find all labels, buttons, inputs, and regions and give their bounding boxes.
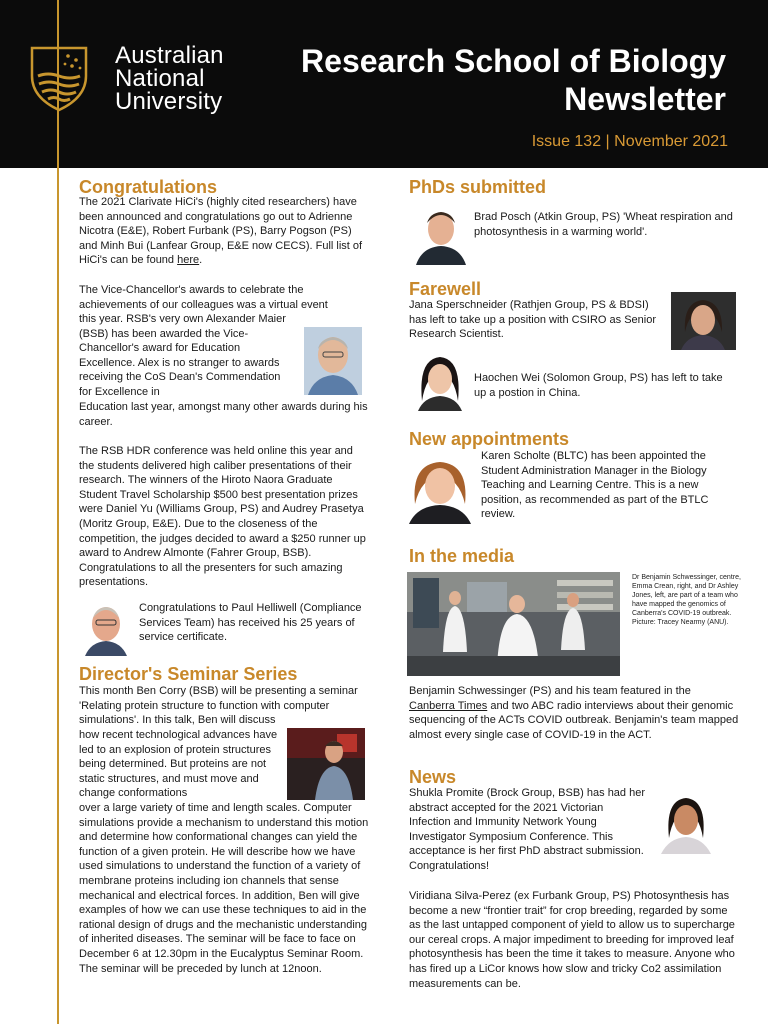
media-text — [409, 684, 739, 742]
university-name-line: National — [115, 65, 205, 92]
university-name-line: Australian — [115, 42, 224, 69]
paul-helliwell-photo — [83, 598, 129, 656]
issue-number: Issue 132 | November 2021 — [531, 133, 728, 150]
newsletter-title-line2: Newsletter — [564, 81, 726, 117]
period: . — [199, 254, 203, 267]
farewell-heading: Farewell — [409, 279, 482, 299]
seminar-top: This month Ben Corry (BSB) will be presenting a seminar 'Relating protein structure to function with computer simulations'. In this talk, Ben will discuss — [79, 685, 358, 727]
seminar-heading: Director's Seminar Series — [79, 664, 298, 684]
lab-team-photo — [407, 572, 620, 676]
appointments-heading: New appointments — [409, 429, 570, 449]
ben-corry-photo — [287, 728, 365, 800]
media-text-start: Benjamin Schwessinger (PS) and his team featured in the — [409, 685, 691, 697]
hdr-conference-paragraph: The RSB HDR conference was held online this year and the students delivered high caliber presentations of their research. The winners of the Hiroto Naora Graduate Student Travel Scholarship $500 best presentation prizes were Daniel Yu (Williams Group, PS) and Audrey Prasetya (Moritz Group, E&E). Due to the closeness of the competition, the judges decided to award a $250 runner up award to Andrew Almonte (Fahrer Group, BSB). Congratulations to all the presenters for such amazing presentations. — [79, 445, 366, 589]
vc-awards-top: The Vice-Chancellor's awards to celebrate the achievements of our colleagues was a virtual event — [79, 284, 328, 311]
news-heading: News — [409, 767, 457, 787]
media-heading: In the media — [409, 546, 515, 566]
congratulations-heading: Congratulations — [79, 177, 217, 197]
hici-list-link[interactable]: here — [177, 254, 200, 267]
newsletter-title — [226, 42, 726, 118]
gold-divider-line — [57, 0, 59, 1024]
seminar-bottom: over a large variety of time and length scales. Computer simulations provide a mechanism to understand this motion and determine how conformational changes can yield the function of a given protein. He will describe how we have used simulations to understand the function of a variety of membrane proteins including ion channels that sense mechanical and electrical forces. In addition, Ben will give examples of how we can use these techniques to aid in the rational design of drugs and the mechanistic understanding of inherited diseases. The seminar will be face to face on December 6 at 12.30pm in the Eucalyptus Seminar Room. The seminar will be preceded by lunch at 12noon. — [79, 802, 369, 975]
alexander-maier-photo — [304, 327, 362, 395]
paul-helliwell-text: Congratulations to Paul Helliwell (Compliance Services Team) has received his 25 years of service certificate. — [139, 602, 362, 644]
media-photo-caption: Dr Benjamin Schwessinger, centre, Emma Crean, right, and Dr Ashley Jones, left, are part of a team who have mapped the genomics of Canberra's COVID-19 outbreak. Picture: Tracey Nearmy (ANU). — [632, 574, 741, 626]
newsletter-title-line1: Research School of Biology — [301, 43, 726, 79]
news-text-2: Viridiana Silva-Perez (ex Furbank Group, PS) Photosynthesis has become a new “frontier trait” for crop breeding, regarded by some as the last untapped component of yield to allow us to supercharge our cereal crops. A major impediment to breeding for improved leaf photosynthesis has been the time it takes to measure. Anyone who has fired up a LiCor knows how slow and tricky Co2 assimilation measurements can be. — [409, 890, 735, 990]
phds-text: Brad Posch (Atkin Group, PS) 'Wheat respiration and photosynthesis in a warming world'. — [474, 211, 733, 238]
congratulations-paragraph-1 — [79, 195, 369, 268]
news-text-1: Shukla Promite (Brock Group, BSB) has had her abstract accepted for the 2021 Victorian Infection and Immunity Network Young Investigator Symposium Conference. This acceptance is her first PhD abstract submission. Congratulations! — [409, 787, 645, 872]
haochen-wei-photo — [414, 351, 466, 411]
shukla-promite-photo — [655, 794, 717, 854]
jana-sperschneider-photo — [671, 292, 736, 350]
appointments-text: Karen Scholte (BLTC) has been appointed the Student Administration Manager in the Biology Teaching and Learning Centre. This is a new position, as recommended as part of the BTLC review. — [481, 450, 709, 521]
farewell-text-1: Jana Sperschneider (Rathjen Group, PS & BDSI) has left to take up a position with CSIRO as Senior Research Scientist. — [409, 299, 657, 341]
canberra-times-link[interactable]: Canberra Times — [409, 699, 488, 712]
brad-posch-photo — [414, 203, 468, 265]
seminar-narrow: how recent technological advances have led to an explosion of protein structures being determined. But proteins are not static structures, and must move and change conformations — [79, 729, 278, 800]
vc-awards-bottom: Education last year, amongst many other awards during his career. — [79, 401, 368, 428]
vc-awards-narrow: this year. RSB's very own Alexander Maier (BSB) has been awarded the Vice-Chancellor's award for Education Excellence. Alex is no stranger to awards receiving the CoS Dean's Commendation for Excellence in — [79, 313, 286, 398]
university-name-line: University — [115, 88, 223, 115]
karen-scholte-photo — [405, 452, 475, 524]
farewell-text-2: Haochen Wei (Solomon Group, PS) has left to take up a postion in China. — [474, 372, 723, 399]
university-name — [115, 44, 224, 113]
phds-heading: PhDs submitted — [409, 177, 547, 197]
anu-crest-logo — [30, 46, 88, 117]
hici-text: The 2021 Clarivate HiCi's (highly cited researchers) have been announced and congratulations go out to Adrienne Nicotra (E&E), Robert Furbank (PS), Barry Pogson (PS) and Minh Bui (Lanfear Group, E&E now CECS). Full list of HiCi's can be found — [79, 196, 363, 267]
media-text-end: and two ABC radio interviews about their genomic sequencing of the ACTs COVID outbreak. Benjamin's team mapped almost every single case of COVID-19 in the ACT. — [409, 699, 739, 741]
